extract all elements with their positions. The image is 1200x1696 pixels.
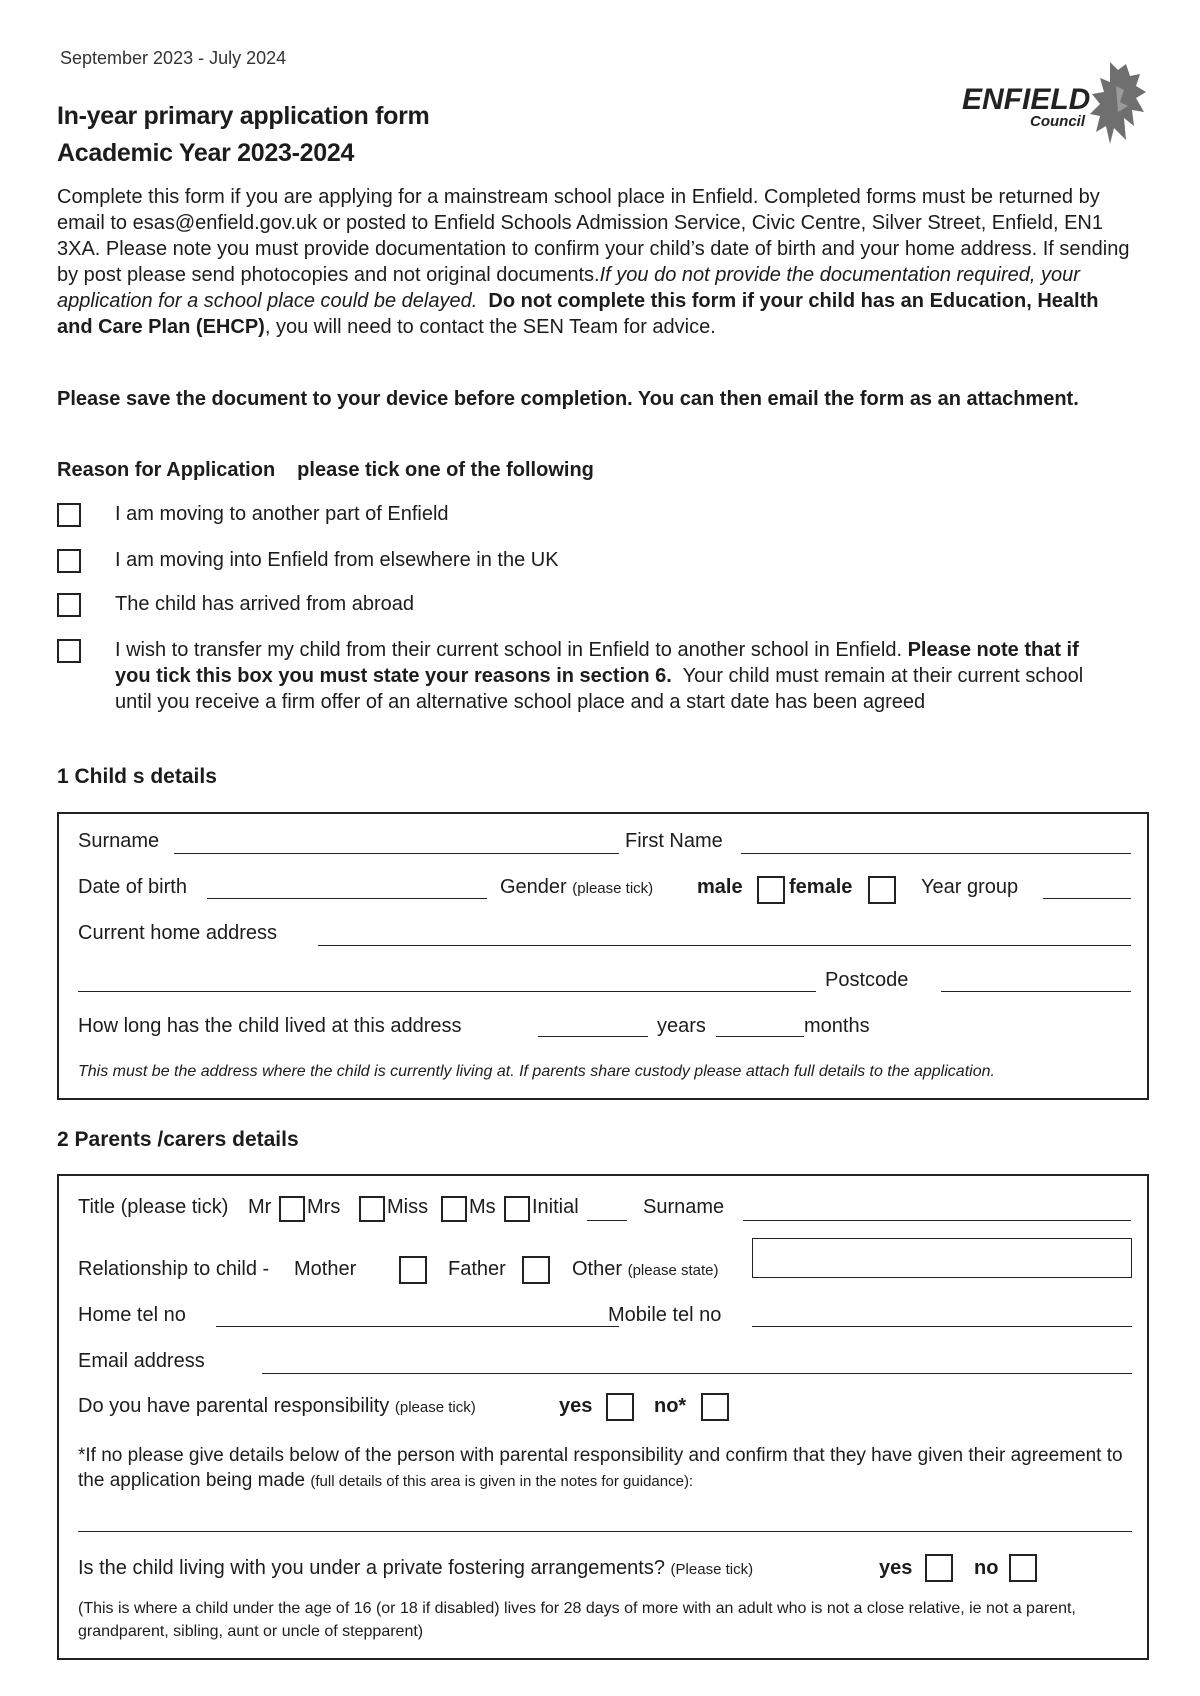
reason-instruction: please tick one of the following (297, 459, 594, 481)
gender-label (500, 876, 653, 899)
transfer-bold: Please note that if you tick this box you must state your reasons in section 6. (115, 639, 1079, 687)
intro-paragraph (57, 184, 1137, 340)
reason-label-1: I am moving to another part of Enfield (115, 503, 449, 525)
child-surname-field[interactable] (174, 853, 619, 854)
save-note: Please save the document to your device before completion. You can then email the form as an attachment. (57, 388, 1079, 410)
reason-heading (57, 459, 594, 482)
mr-label: Mr (248, 1196, 272, 1218)
ms-label: Ms (469, 1196, 496, 1218)
reason-title: Reason for Application (57, 459, 276, 481)
logo-sub: Council (1030, 113, 1085, 130)
parental-resp-label (78, 1395, 476, 1418)
parent-details-box (57, 1174, 1149, 1660)
fostering-yes-checkbox[interactable] (925, 1554, 953, 1582)
logo-name: ENFIELD (962, 83, 1091, 116)
initial-field[interactable] (587, 1220, 627, 1221)
parent-surname-label: Surname (643, 1196, 725, 1218)
if-no-hint: (full details of this area is given in the notes for guidance): (310, 1473, 694, 1490)
reason-checkbox-1[interactable] (57, 503, 81, 527)
initial-label: Initial (532, 1196, 579, 1218)
reason-checkbox-4[interactable] (57, 639, 81, 663)
miss-checkbox[interactable] (441, 1196, 467, 1222)
parent-surname-field[interactable] (743, 1220, 1131, 1221)
child-details-box (57, 812, 1149, 1100)
dob-field[interactable] (207, 898, 487, 899)
fostering-no-checkbox[interactable] (1009, 1554, 1037, 1582)
year-group-field[interactable] (1043, 898, 1131, 899)
intro-text: Complete this form if you are applying for a mainstream school place in Enfield. Completed forms must be returned by email to esas@enfield.gov.uk or posted to Enfield Schools Admission Service, Civic Centre, Silver Street, Enfield, EN1 3XA. Please note you must provide documentation to confirm your child’s date of birth and your home address. If sending by post please send photocopies and not original documents. (57, 186, 1130, 286)
other-label (572, 1258, 718, 1281)
reason-checkbox-2[interactable] (57, 549, 81, 573)
months-field[interactable] (716, 1036, 804, 1037)
parental-resp-text: Do you have parental responsibility (78, 1395, 390, 1417)
reason-label-3: The child has arrived from abroad (115, 593, 415, 615)
postcode-label: Postcode (825, 969, 909, 991)
months-label: months (804, 1015, 870, 1037)
reason-label-2: I am moving into Enfield from elsewhere in the UK (115, 549, 559, 571)
fostering-note: (This is where a child under the age of 16 (or 18 if disabled) lives for 28 days of more with an adult who is not a close relative, ie not a parent, grandparent, sibling, aunt or uncle of stepparent) (78, 1600, 1076, 1640)
gender-hint: (please tick) (572, 880, 654, 897)
section-2-heading: 2 Parents /carers details (57, 1128, 299, 1151)
address-field-2[interactable] (78, 991, 816, 992)
reason-label-4 (115, 637, 1115, 715)
title-line-2: Academic Year 2023-2024 (57, 139, 355, 167)
male-label: male (697, 876, 743, 898)
parental-no-checkbox[interactable] (701, 1393, 729, 1421)
other-hint: (please state) (627, 1262, 719, 1279)
dob-label: Date of birth (78, 876, 187, 898)
address-label: Current home address (78, 922, 277, 944)
mobile-tel-label: Mobile tel no (608, 1304, 722, 1326)
section-1-heading: 1 Child s details (57, 765, 217, 788)
intro-bold: Do not complete this form if your child has an Education, Health and Care Plan (EHCP) (57, 290, 1099, 338)
how-long-label: How long has the child lived at this address (78, 1015, 462, 1037)
transfer-end: Your child must remain at their current school until you receive a firm offer of an alternative school place and a start date has been agreed (115, 665, 1084, 713)
title-label: Title (please tick) (78, 1196, 229, 1218)
father-checkbox[interactable] (522, 1256, 550, 1284)
year-group-label: Year group (921, 876, 1019, 898)
address-field-1[interactable] (318, 945, 1131, 946)
parental-yes-label: yes (559, 1395, 593, 1417)
gender-text: Gender (500, 876, 567, 898)
male-checkbox[interactable] (757, 876, 785, 904)
mr-checkbox[interactable] (279, 1196, 305, 1222)
years-label: years (657, 1015, 706, 1037)
other-relationship-input[interactable] (752, 1238, 1132, 1278)
fostering-no-label: no (974, 1557, 999, 1579)
child-first-name-field[interactable] (741, 853, 1131, 854)
home-tel-field[interactable] (216, 1326, 619, 1327)
other-text: Other (572, 1258, 623, 1280)
email-label: Email address (78, 1350, 205, 1372)
female-checkbox[interactable] (868, 876, 896, 904)
mobile-tel-field[interactable] (752, 1326, 1132, 1327)
intro-end: , you will need to contact the SEN Team for advice. (264, 316, 716, 338)
email-field[interactable] (262, 1373, 1132, 1374)
miss-label: Miss (387, 1196, 429, 1218)
female-label: female (789, 876, 853, 898)
fostering-yes-label: yes (879, 1557, 913, 1579)
responsibility-details-field[interactable] (78, 1531, 1132, 1532)
if-no-text (78, 1443, 1138, 1494)
page-title (57, 98, 429, 172)
mother-label: Mother (294, 1258, 357, 1280)
fostering-text: Is the child living with you under a private fostering arrangements? (78, 1557, 665, 1579)
postcode-field[interactable] (941, 991, 1131, 992)
fostering-label (78, 1557, 753, 1580)
reason-checkbox-3[interactable] (57, 593, 81, 617)
address-note: This must be the address where the child is currently living at. If parents share custody please attach full details to the application. (78, 1063, 995, 1080)
first-name-label: First Name (625, 830, 723, 852)
mother-checkbox[interactable] (399, 1256, 427, 1284)
relationship-label: Relationship to child - (78, 1258, 270, 1280)
date-range: September 2023 - July 2024 (60, 48, 287, 68)
parental-yes-checkbox[interactable] (606, 1393, 634, 1421)
title-line-1: In-year primary application form (57, 102, 430, 130)
enfield-council-logo (960, 56, 1160, 151)
ms-checkbox[interactable] (504, 1196, 530, 1222)
fostering-hint: (Please tick) (670, 1561, 754, 1578)
if-no-main: *If no please give details below of the person with parental responsibility and confirm that they have given their agreement to the application being made (78, 1445, 1123, 1491)
mrs-checkbox[interactable] (359, 1196, 385, 1222)
intro-italic: If you do not provide the documentation required, your application for a school place could be delayed. (57, 264, 1080, 312)
surname-label: Surname (78, 830, 160, 852)
mrs-label: Mrs (307, 1196, 341, 1218)
parental-no-label: no* (654, 1395, 687, 1417)
father-label: Father (448, 1258, 506, 1280)
years-field[interactable] (538, 1036, 648, 1037)
home-tel-label: Home tel no (78, 1304, 186, 1326)
parental-resp-hint: (please tick) (394, 1399, 476, 1416)
transfer-text: I wish to transfer my child from their current school in Enfield to another school in Enfield. (115, 639, 903, 661)
